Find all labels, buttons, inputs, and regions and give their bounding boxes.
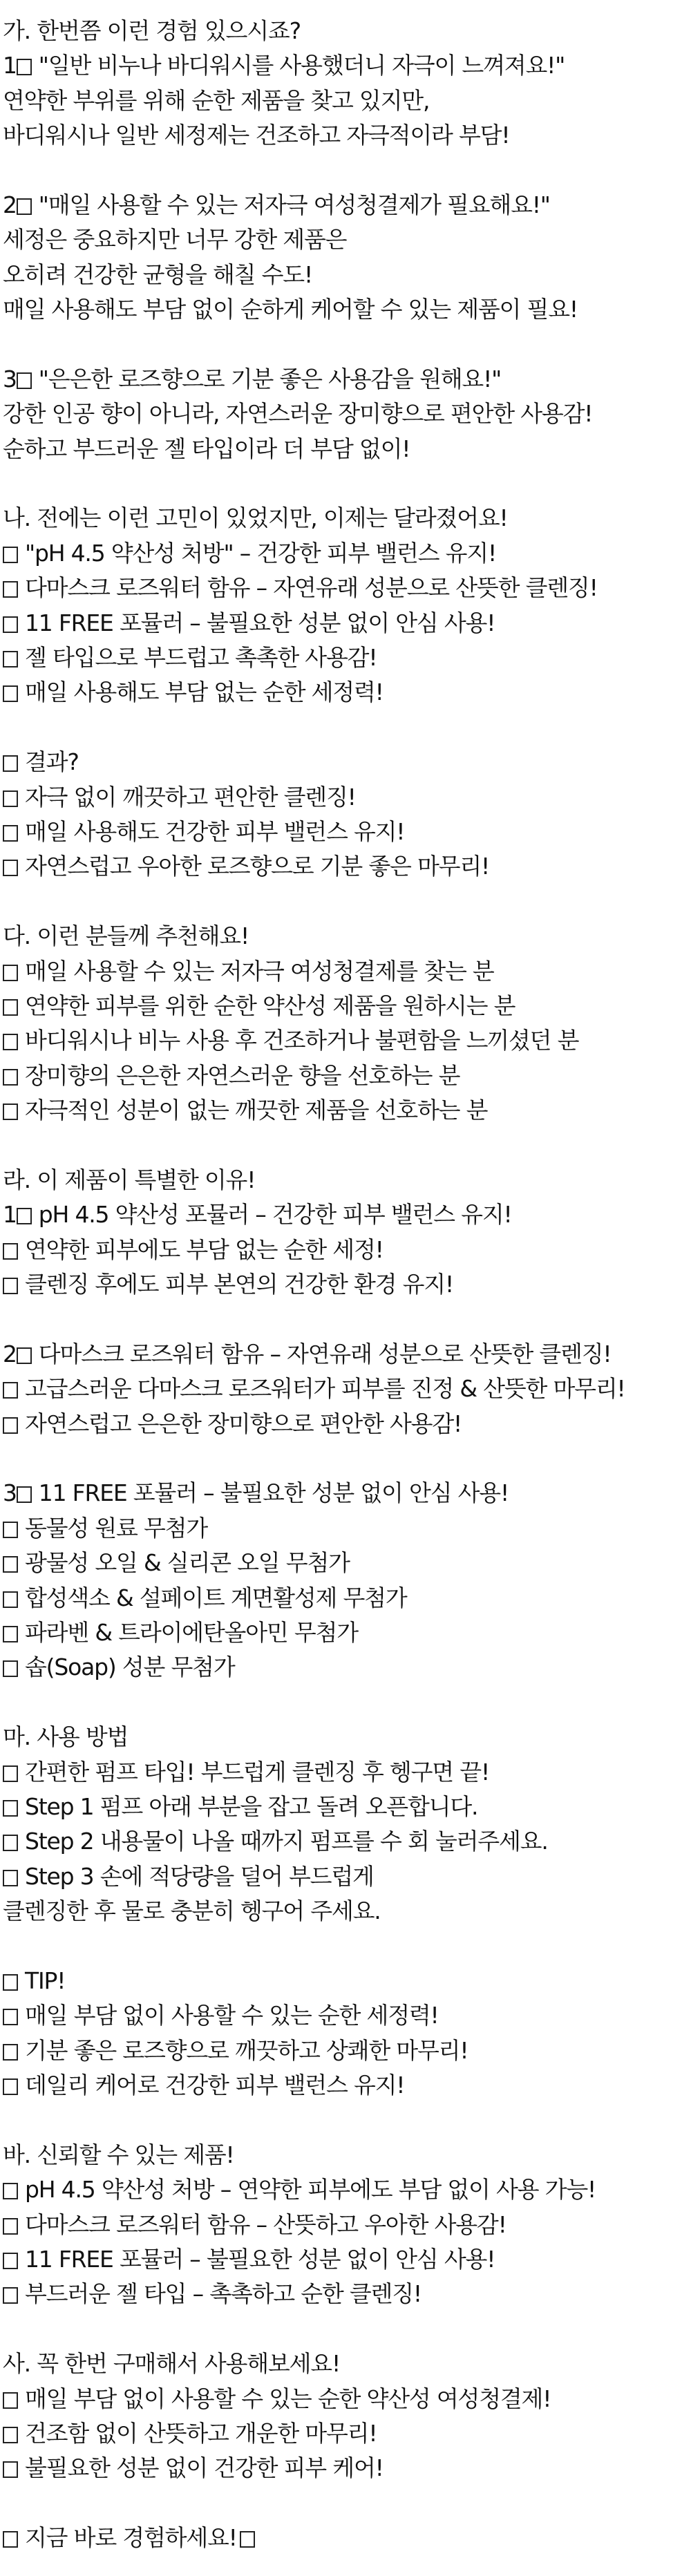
checkbox-icon — [3, 1765, 18, 1782]
line-text: 자연스럽고 우아한 로즈향으로 기분 좋은 마무리! — [25, 853, 490, 880]
line-text: 다마스크 로즈워터 함유 – 자연유래 성분으로 산뜻한 클렌징! — [25, 574, 598, 602]
line-text: 강한 인공 향이 아니라, 자연스러운 장미향으로 편안한 사용감! — [3, 400, 593, 428]
line-text: 자연스럽고 은은한 장미향으로 편안한 사용감! — [25, 1410, 462, 1437]
line-text: 나. 전에는 이런 고민이 있었지만, 이제는 달라졌어요! — [3, 504, 508, 532]
line-text: 오히려 건강한 균형을 해칠 수도! — [3, 261, 313, 288]
checklist-line — [3, 1859, 688, 1894]
checklist-line — [3, 1233, 688, 1267]
checkbox-icon — [3, 547, 18, 563]
checkbox-icon — [3, 1835, 18, 1851]
text-line — [3, 2347, 688, 2381]
checklist-line — [3, 2277, 688, 2311]
checkbox-icon — [3, 2253, 18, 2269]
line-text: 바디워시나 비누 사용 후 건조하거나 불편함을 느끼셨던 분 — [25, 1027, 579, 1054]
text-section — [3, 745, 688, 884]
checkbox-icon — [3, 1417, 18, 1434]
checklist-line — [3, 1059, 688, 1093]
checklist-line — [3, 2068, 688, 2103]
checkbox-icon — [3, 616, 18, 633]
text-section — [3, 1964, 688, 2103]
checkbox-icon — [17, 372, 32, 389]
checklist-line — [3, 1023, 688, 1058]
line-text: 다마스크 로즈워터 함유 – 산뜻하고 우아한 사용감! — [25, 2210, 507, 2238]
line-text: 건조함 없이 산뜻하고 개운한 마무리! — [25, 2419, 377, 2447]
line-text: 자극 없이 깨끗하고 편안한 클렌징! — [25, 783, 356, 811]
line-text: 결과? — [25, 748, 79, 776]
line-text: "은은한 로즈향으로 기분 좋은 사용감을 원해요!" — [38, 365, 502, 392]
checklist-line — [3, 780, 688, 815]
checklist-line — [3, 536, 688, 571]
line-text: 광물성 오일 & 실리콘 오일 무첨가 — [25, 1549, 350, 1577]
checkbox-icon — [3, 2461, 18, 2478]
text-section — [3, 2521, 688, 2555]
checklist-line — [3, 2208, 688, 2242]
text-section — [3, 14, 688, 153]
line-text: 매일 사용할 수 있는 저자극 여성청결제를 찾는 분 — [25, 957, 494, 985]
checklist-line — [3, 641, 688, 675]
checkbox-icon — [3, 1382, 18, 1399]
text-line — [3, 84, 688, 118]
line-text: 합성색소 & 설페이트 계면활성제 무첨가 — [25, 1584, 407, 1611]
checklist-line — [3, 745, 688, 779]
checkbox-icon — [3, 2531, 18, 2548]
checklist-line — [3, 1824, 688, 1859]
checkbox-icon — [3, 1626, 18, 1642]
checkbox-icon — [3, 2183, 18, 2199]
checkbox-icon — [3, 581, 18, 598]
text-section — [3, 2347, 688, 2486]
line-text: 파라벤 & 트라이에탄올아민 무첨가 — [25, 1618, 358, 1646]
line-text: 세정은 중요하지만 너무 강한 제품은 — [3, 226, 347, 254]
checklist-line — [3, 571, 688, 605]
checkbox-icon — [3, 1556, 18, 1573]
checkbox-icon — [3, 755, 18, 772]
line-text: 다. 이런 분들께 추천해요! — [3, 922, 249, 950]
checkbox-icon — [3, 825, 18, 842]
checklist-line — [3, 188, 688, 222]
checkbox-icon — [3, 1522, 18, 1538]
line-text: "일반 비누나 바디워시를 사용했더니 자극이 느껴져요!" — [38, 52, 565, 79]
checkbox-icon — [3, 1104, 18, 1120]
checklist-line — [3, 2451, 688, 2485]
line-text: 젤 타입으로 부드럽고 촉촉한 사용감! — [25, 644, 377, 672]
line-text: 가. 한번쯤 이런 경험 있으시죠? — [3, 17, 301, 44]
text-section — [3, 501, 688, 710]
checklist-line — [3, 1197, 688, 1232]
line-text: "pH 4.5 약산성 처방" – 건강한 피부 밸런스 유지! — [25, 539, 497, 567]
line-text: 매일 부담 없이 사용할 수 있는 순한 세정력! — [25, 2002, 439, 2029]
checkbox-icon — [3, 685, 18, 702]
checklist-line — [3, 2172, 688, 2207]
checkbox-icon — [3, 2078, 18, 2095]
line-text: 고급스러운 다마스크 로즈워터가 피부를 진정 & 산뜻한 마무리! — [25, 1375, 625, 1403]
line-text: 클렌징 후에도 피부 본연의 건강한 환경 유지! — [25, 1271, 453, 1298]
checklist-line — [3, 1581, 688, 1616]
checklist-line — [3, 1372, 688, 1406]
line-text: 클렌징한 후 물로 충분히 헹구어 주세요. — [3, 1897, 381, 1925]
text-line — [3, 432, 688, 466]
checkbox-icon — [3, 2392, 18, 2409]
line-text: Step 3 손에 적당량을 덜어 부드럽게 — [25, 1862, 374, 1890]
line-text: 매일 부담 없이 사용할 수 있는 순한 약산성 여성청결제! — [25, 2385, 551, 2412]
line-text: pH 4.5 약산성 포뮬러 – 건강한 피부 밸런스 유지! — [38, 1201, 512, 1229]
line-text: 불필요한 성분 없이 건강한 피부 케어! — [25, 2454, 384, 2482]
checklist-line — [3, 2242, 688, 2277]
checklist-line — [3, 1337, 688, 1372]
line-text: 지금 바로 경험하세요! — [25, 2524, 237, 2552]
text-line — [3, 118, 688, 153]
checkbox-icon — [3, 2009, 18, 2025]
line-text: 자극적인 성분이 없는 깨끗한 제품을 선호하는 분 — [25, 1097, 488, 1124]
line-text: 다마스크 로즈워터 함유 – 자연유래 성분으로 산뜻한 클렌징! — [38, 1340, 612, 1367]
checkbox-icon — [3, 1870, 18, 1886]
checkbox-icon — [3, 1660, 18, 1677]
text-line — [3, 1894, 688, 1929]
checklist-line — [3, 2034, 688, 2068]
checkbox-icon — [3, 1974, 18, 1991]
checklist-line — [3, 1546, 688, 1580]
checkbox-icon — [3, 1278, 18, 1294]
line-text: 11 FREE 포뮬러 – 불필요한 성분 없이 안심 사용! — [25, 2246, 495, 2273]
checklist-line — [3, 1093, 688, 1128]
text-line — [3, 258, 688, 292]
checkbox-icon — [3, 1800, 18, 1817]
line-text: Step 2 내용물이 나올 때까지 펌프를 수 회 눌러주세요. — [25, 1828, 548, 1855]
line-text: 연약한 부위를 위해 순한 제품을 찾고 있지만, — [3, 86, 430, 114]
line-text: 솝(Soap) 성분 무첨가 — [25, 1654, 235, 1681]
item-number: 2 — [3, 191, 17, 218]
text-line — [3, 292, 688, 327]
checklist-line — [3, 954, 688, 989]
checklist-line — [3, 1267, 688, 1302]
line-text: 기분 좋은 로즈향으로 깨끗하고 상쾌한 마무리! — [25, 2036, 468, 2064]
checklist-line — [3, 2521, 688, 2555]
checkbox-icon — [3, 2427, 18, 2443]
line-text: "매일 사용할 수 있는 저자극 여성청결제가 필요해요!" — [38, 191, 550, 218]
text-line — [3, 501, 688, 536]
line-text: 바디워시나 일반 세정제는 건조하고 자극적이라 부담! — [3, 122, 510, 149]
item-number: 3 — [3, 365, 17, 392]
line-text: 동물성 원료 무첨가 — [25, 1514, 208, 1542]
checklist-line — [3, 2416, 688, 2451]
line-text: 연약한 피부를 위한 순한 약산성 제품을 원하시는 분 — [25, 992, 515, 1019]
text-section — [3, 919, 688, 1128]
checkbox-icon — [3, 2287, 18, 2304]
line-text: 11 FREE 포뮬러 – 불필요한 성분 없이 안심 사용! — [25, 609, 495, 636]
checklist-line — [3, 1650, 688, 1685]
text-section — [3, 362, 688, 466]
checkbox-icon — [3, 1243, 18, 1260]
text-section — [3, 1337, 688, 1441]
checkbox-icon — [3, 790, 18, 807]
checklist-line — [3, 1407, 688, 1441]
item-number: 2 — [3, 1340, 17, 1367]
checkbox-icon — [17, 198, 32, 215]
line-text: 매일 사용해도 부담 없는 순한 세정력! — [25, 679, 384, 706]
line-text: 11 FREE 포뮬러 – 불필요한 성분 없이 안심 사용! — [38, 1479, 509, 1507]
text-section — [3, 1720, 688, 1929]
checkbox-icon — [3, 1591, 18, 1608]
checkbox-icon — [17, 1208, 32, 1224]
text-section — [3, 1163, 688, 1303]
checklist-line — [3, 362, 688, 397]
checklist-line — [3, 1998, 688, 2033]
item-number: 1 — [3, 52, 17, 79]
line-text: 데일리 케어로 건강한 피부 밸런스 유지! — [25, 2072, 405, 2099]
line-text: 매일 사용해도 건강한 피부 밸런스 유지! — [25, 817, 405, 845]
checklist-line — [3, 2382, 688, 2416]
line-text: TIP! — [25, 1967, 66, 1994]
checkbox-icon — [3, 2218, 18, 2235]
checklist-line — [3, 1755, 688, 1790]
checkbox-icon — [3, 999, 18, 1016]
checkbox-icon — [3, 1034, 18, 1050]
checklist-line — [3, 1476, 688, 1510]
line-text: 부드러운 젤 타입 – 촉촉하고 순한 클렌징! — [25, 2280, 422, 2308]
product-description-document — [3, 14, 688, 2556]
checkbox-icon — [3, 651, 18, 667]
text-line — [3, 1720, 688, 1754]
line-text: 매일 사용해도 부담 없이 순하게 케어할 수 있는 제품이 필요! — [3, 296, 578, 323]
text-line — [3, 919, 688, 954]
checkbox-icon — [17, 1486, 32, 1503]
checklist-line — [3, 989, 688, 1023]
line-text: Step 1 펌프 아래 부분을 잡고 돌려 오픈합니다. — [25, 1792, 478, 1820]
text-line — [3, 1163, 688, 1197]
line-text: 연약한 피부에도 부담 없는 순한 세정! — [25, 1235, 384, 1263]
line-text: 마. 사용 방법 — [3, 1723, 129, 1751]
checklist-line — [3, 1790, 688, 1824]
checklist-line — [3, 1511, 688, 1546]
text-section — [3, 2138, 688, 2312]
item-number: 3 — [3, 1479, 17, 1507]
line-text: 바. 신뢰할 수 있는 제품! — [3, 2141, 234, 2168]
text-section — [3, 188, 688, 328]
text-section — [3, 1476, 688, 1685]
checklist-line — [3, 606, 688, 641]
text-line — [3, 222, 688, 257]
line-text: 순하고 부드러운 젤 타입이라 더 부담 없이! — [3, 435, 410, 462]
checklist-line — [3, 849, 688, 884]
item-number: 1 — [3, 1201, 17, 1229]
checklist-line — [3, 1964, 688, 1998]
checkbox-icon — [3, 1069, 18, 1086]
line-text: 사. 꼭 한번 구매해서 사용해보세요! — [3, 2350, 340, 2378]
line-text: 라. 이 제품이 특별한 이유! — [3, 1166, 256, 1193]
checklist-line — [3, 815, 688, 849]
checkbox-icon — [17, 1347, 32, 1364]
checklist-line — [3, 1616, 688, 1650]
checkbox-icon — [17, 59, 32, 75]
checkbox-icon — [3, 2044, 18, 2061]
checkbox-icon — [3, 965, 18, 981]
checkbox-icon — [3, 860, 18, 876]
text-line — [3, 2138, 688, 2172]
text-line — [3, 397, 688, 431]
line-text: 장미향의 은은한 자연스러운 향을 선호하는 분 — [25, 1061, 460, 1089]
line-text: 간편한 펌프 타입! 부드럽게 클렌징 후 헹구면 끝! — [25, 1758, 489, 1786]
checkbox-icon — [240, 2531, 255, 2548]
checklist-line — [3, 48, 688, 83]
text-line — [3, 14, 688, 48]
checklist-line — [3, 675, 688, 710]
line-text: pH 4.5 약산성 처방 – 연약한 피부에도 부담 없이 사용 가능! — [25, 2176, 596, 2204]
